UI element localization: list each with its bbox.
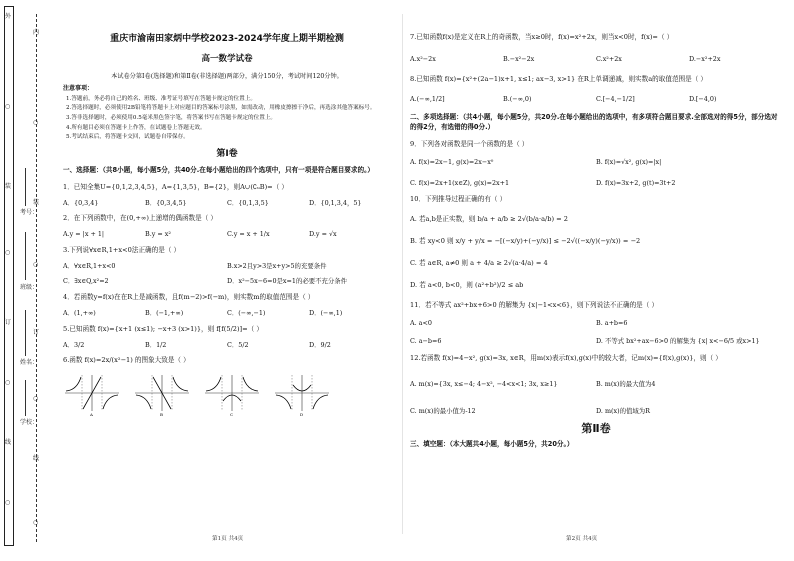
- option-b[interactable]: B.x>2且y>3是x+y>5的充要条件: [227, 261, 327, 270]
- inner-seal-6: ○: [33, 395, 39, 402]
- graph-label-d: D: [300, 412, 304, 418]
- option-c[interactable]: C. 若 a∈R, a≠0 则 a + 4/a ≥ 2√(a·4/a) = 4: [410, 258, 548, 267]
- graph-option-d[interactable]: [273, 371, 331, 417]
- option-a[interactable]: A.(−∞,1/2]: [410, 94, 445, 103]
- option-d[interactable]: D. m(x)的值域为R: [596, 406, 650, 415]
- seal-char-4: ○: [5, 249, 11, 256]
- graph-label-a: A: [90, 412, 93, 418]
- question-2-options: [63, 231, 391, 239]
- note-item: 2.答选择题时，必须使用2B铅笔将答题卡上对应题目的答案标号涂黑，如需改动，用橡皮擦擦干净后，再选涂其他答案标号。: [66, 105, 376, 112]
- seal-char-7: 线: [5, 439, 12, 446]
- graph-option-a[interactable]: [63, 371, 121, 417]
- option-c[interactable]: C．5/2: [227, 340, 249, 349]
- question-8: 8.已知函数 f(x)={x²+(2a−1)x+1, x≤1; ax−3, x>1} 在R上单调递减，则实数a的取值范围是（ ）: [410, 74, 708, 83]
- graph-option-b[interactable]: [133, 371, 191, 417]
- option-b[interactable]: B．(−1,+∞): [145, 309, 184, 318]
- inner-seal-2: ○: [33, 119, 39, 126]
- option-d[interactable]: D．9/2: [309, 340, 331, 349]
- inner-seal-3: 装: [33, 199, 40, 206]
- graph-label-b: B: [160, 412, 163, 418]
- note-item: 4.所有题目必须在答题卡上作答，在试题卷上答题无效。: [66, 124, 206, 131]
- option-c[interactable]: C．∃x∈Q,x²=2: [63, 276, 109, 285]
- option-d[interactable]: D. f(x)=3x+2, g(t)=3t+2: [596, 178, 676, 187]
- option-b[interactable]: B. a+b=6: [596, 318, 628, 327]
- class-label: 班级：: [20, 284, 39, 291]
- seal-char-6: ○: [5, 379, 11, 386]
- question-2: 2．在下列函数中，在(0,+∞)上递增的偶函数是（ ）: [63, 214, 218, 223]
- graph-label-c: C: [230, 412, 234, 418]
- option-b[interactable]: B. 若 xy<0 则 x/y + y/x = −[(−x/y)+(−y/x)] ≤ −2√((−x/y)(−y/x)) = −2: [410, 237, 641, 246]
- option-c[interactable]: C．(−∞,−1): [227, 309, 266, 318]
- volume-1-heading: 第Ⅰ卷: [216, 149, 238, 160]
- question-3: 3.下列说∀x∈R,1+x<0法正确的是（ ）: [63, 246, 181, 254]
- option-a[interactable]: A. f(x)=2x−1, g(x)=2x−x⁰: [410, 157, 494, 166]
- page-number-right: 第2页 共4页: [566, 536, 598, 542]
- question-1: 1．已知全集U={0,1,2,3,4,5}，A={1,3,5}，B={2}，则A∪(∁ᵤB)=（ ）: [63, 182, 288, 191]
- section-fill-blank: 三、填空题：（本大题共4小题，每小题5分，共20分。）: [410, 439, 574, 448]
- question-7-options: [410, 56, 782, 64]
- option-a[interactable]: A．{0,3,4}: [63, 198, 99, 207]
- seal-dash-line: [36, 14, 37, 542]
- option-c[interactable]: C. a−b=6: [410, 337, 442, 346]
- note-item: 3.答非选择题时，必须使用0.5毫米黑色签字笔，将答案书写在答题卡规定的位置上。: [66, 115, 277, 122]
- question-11-options: [410, 320, 782, 353]
- exam-subtitle: 高一数学试卷: [201, 53, 253, 64]
- option-a[interactable]: A. 若a,b是正实数，则 b/a + a/b ≥ 2√(b/a·a/b) = 2: [410, 215, 568, 224]
- option-d[interactable]: D.[−4,0): [689, 94, 717, 103]
- page-number-left: 第1页 共4页: [212, 536, 244, 542]
- exam-number-line[interactable]: [25, 168, 26, 206]
- inner-seal-8: ○: [33, 519, 39, 526]
- option-c[interactable]: C.[−4,−1/2]: [596, 94, 635, 103]
- option-a[interactable]: A.y = |x + 1|: [63, 230, 105, 239]
- option-c[interactable]: C.x²+2x: [596, 54, 622, 63]
- option-c[interactable]: C. f(x)=2x+1(x∈Z), g(x)=2x+1: [410, 178, 510, 187]
- question-1-options: [63, 200, 391, 208]
- option-a[interactable]: A. m(x)={3x, x≤−4; 4−x², −4<x<1; 3x, x≥1}: [410, 379, 558, 388]
- question-12: 12.若函数 f(x)=4−x², g(x)=3x, x∈R，用m(x)表示f(x),g(x)中的较大者，记m(x)={f(x),g(x)}，则（ ）: [410, 354, 722, 363]
- name-line[interactable]: [25, 310, 26, 356]
- option-b[interactable]: B．1/2: [145, 340, 167, 349]
- option-b[interactable]: B.(−∞,0): [503, 94, 532, 103]
- option-a[interactable]: A．(1,+∞): [63, 309, 96, 318]
- seal-char-8: ○: [5, 499, 11, 506]
- option-a[interactable]: A.x²−2x: [410, 54, 436, 63]
- option-d[interactable]: D.y = √x: [309, 230, 337, 239]
- binding-margin: [0, 0, 52, 561]
- seal-char-3: 装: [5, 183, 12, 190]
- question-9-options: [410, 159, 782, 194]
- seal-char-2: ○: [5, 103, 11, 110]
- exam-number-label: 考号：: [20, 209, 39, 216]
- question-6-graphs: [63, 371, 391, 417]
- school-line[interactable]: [25, 380, 26, 416]
- seal-chars-outer: 外: [5, 13, 12, 20]
- option-d[interactable]: D. 若 a<0, b<0，则 (a²+b²)/2 ≤ ab: [410, 280, 524, 289]
- question-10: 10．下列推导过程正确的有（ ）: [410, 195, 507, 204]
- question-4-options: [63, 310, 391, 318]
- option-a[interactable]: A．3/2: [63, 340, 85, 349]
- inner-seal-5: 订: [33, 329, 40, 336]
- question-4: 4．若函数y=f(x)在在R上是减函数，且f(m−2)>f(−m)，则实数m的取值范围是（ ）: [63, 293, 315, 302]
- graph-option-c[interactable]: [203, 371, 261, 417]
- question-9: 9．下列各对函数是同一个函数的是（ ）: [410, 139, 529, 148]
- exam-title: 重庆市渝南田家炳中学校2023-2024学年度上期半期检测: [110, 34, 344, 44]
- option-c[interactable]: C.y = x + 1/x: [227, 230, 270, 239]
- right-page: [410, 14, 782, 449]
- page-divider: [402, 14, 403, 534]
- volume-2-heading: 第Ⅱ卷: [581, 422, 611, 436]
- option-b[interactable]: B.−x²−2x: [503, 54, 535, 63]
- option-a[interactable]: A. a<0: [410, 318, 432, 327]
- school-label: 学校：: [20, 419, 39, 426]
- question-12-options: [410, 381, 782, 422]
- option-b[interactable]: B．{0,3,4,5}: [145, 198, 187, 207]
- seal-char-5: 订: [5, 319, 12, 326]
- option-c[interactable]: C. m(x)的最小值为-12: [410, 406, 476, 415]
- notes-heading: 注意事项：: [63, 85, 94, 93]
- question-8-options: [410, 96, 782, 104]
- option-b[interactable]: B. f(x)=√x², g(x)=|x|: [596, 157, 662, 166]
- left-page: [63, 14, 391, 417]
- note-item: 1.答题前，务必将自己的姓名、班级、准考证号填写在答题卡规定的位置上。: [66, 95, 256, 102]
- option-d[interactable]: D．(−∞,1): [309, 309, 343, 318]
- note-item: 5.考试结束后，将答题卡交回，试题卷自带保存。: [66, 134, 189, 141]
- question-6: 6.函数 f(x)=2x/(x²−1) 的图象大致是（ ）: [63, 356, 190, 365]
- option-d[interactable]: D.−x²+2x: [689, 54, 721, 63]
- class-line[interactable]: [25, 232, 26, 280]
- binding-frame: [4, 6, 14, 546]
- section-multi-choice: 二、多项选择题：（共4小题，每小题5分，共20分.在每小题给出的选项中，有多项符合题目要求.全部选对的得5分，部分选对的得2分，有选错的得0分.）: [410, 113, 778, 132]
- question-5: 5.已知函数 f(x)={x+1 (x≤1); −x+3 (x>1)}，则 f[f(5/2)]=（ ）: [63, 324, 263, 333]
- option-b[interactable]: B. m(x)的最大值为4: [596, 379, 656, 388]
- inner-seal-4: ○: [33, 261, 39, 268]
- exam-meta: 本试卷分第Ⅰ卷(选择题)和第Ⅱ卷(非选择题)两部分，满分150分，考试时间120分钟。: [111, 72, 343, 80]
- question-3-options: [63, 263, 391, 292]
- inner-seal-1: 内: [33, 29, 40, 36]
- inner-seal-7: 线: [33, 455, 40, 462]
- section-single-choice: 一、选择题：（共8小题，每小题5分，共40分.在每小题给出的四个选项中，只有一项是符合题目要求的。）: [63, 165, 374, 174]
- question-5-options: [63, 342, 391, 350]
- option-c[interactable]: C．{0,1,3,5}: [227, 198, 269, 207]
- option-d[interactable]: D．{0,1,3,4，5}: [309, 198, 362, 207]
- option-d[interactable]: D．x²−5x−6=0是x=1的必要不充分条件: [227, 276, 348, 285]
- question-7: 7.已知函数f(x)是定义在R上的奇函数，当x≥0时，f(x)=x²+2x，则当x<0时，f(x)=（ ）: [410, 33, 674, 41]
- option-d[interactable]: D. 不等式 bx²+ax−6>0 的解集为 {x| x<−6/5 或x>1}: [596, 337, 760, 346]
- name-label: 姓名：: [20, 359, 39, 366]
- option-a[interactable]: A．∀x∈R,1+x<0: [63, 261, 116, 270]
- option-b[interactable]: B.y = x²: [145, 230, 171, 239]
- question-11: 11．若不等式 ax²+bx+6>0 的解集为 {x|−1<x<6}，则下列说法不正确的是（ ）: [410, 300, 659, 309]
